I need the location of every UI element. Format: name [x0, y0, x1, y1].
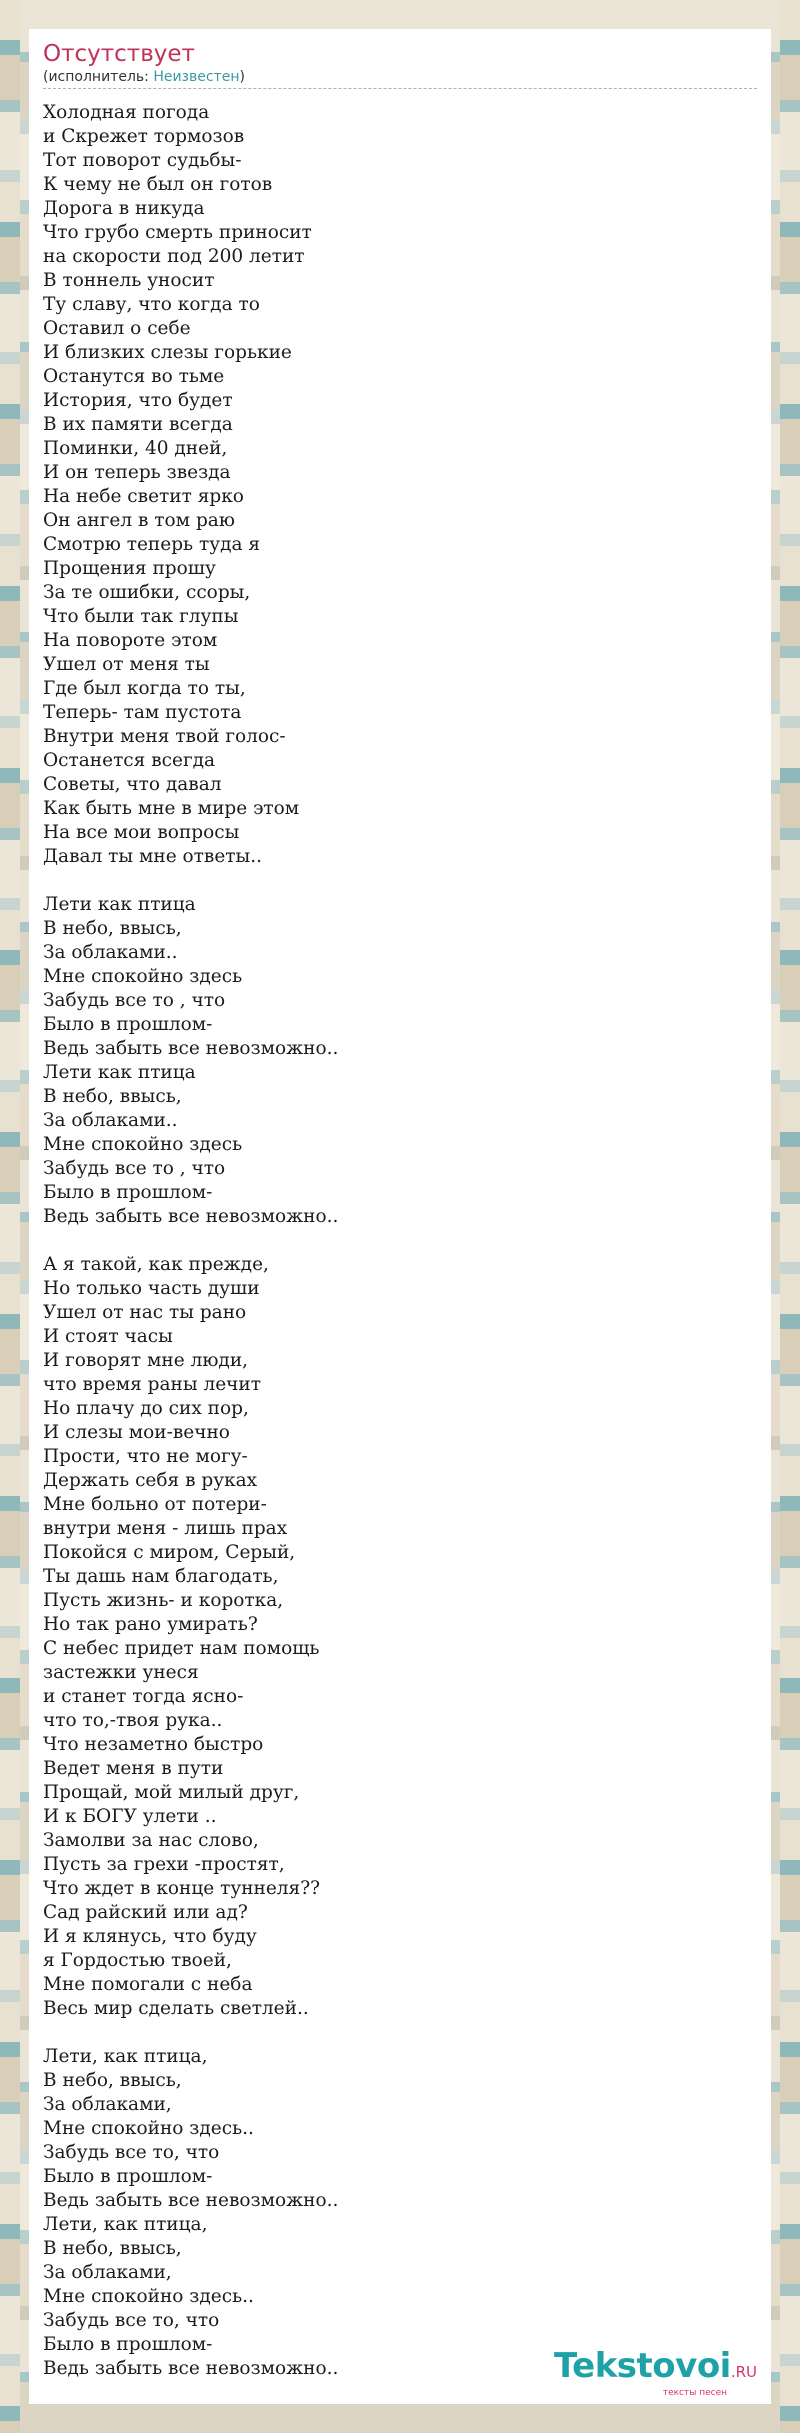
- lyrics-text: [43, 101, 757, 2381]
- lyric-line: Как быть мне в мире этом: [43, 798, 300, 819]
- lyric-line: Ушел от нас ты рано: [43, 1302, 247, 1323]
- lyric-line: В их памяти всегда: [43, 414, 233, 435]
- lyric-line: Было в прошлом-: [43, 2166, 213, 2187]
- lyric-line: Тот поворот судьбы-: [43, 150, 242, 171]
- lyric-line: Лети как птица: [43, 1062, 196, 1083]
- lyric-line: Что незаметно быстро: [43, 1734, 264, 1755]
- lyric-line: Он ангел в том раю: [43, 510, 235, 531]
- lyric-line: Но так рано умирать?: [43, 1614, 258, 1635]
- lyric-line: За облаками..: [43, 942, 178, 963]
- lyric-line: Останется всегда: [43, 750, 216, 771]
- lyric-line: Давал ты мне ответы..: [43, 846, 262, 867]
- lyric-line: и станет тогда ясно-: [43, 1686, 244, 1707]
- background-stripes-left: [0, 0, 20, 2433]
- lyric-line: Прощай, мой милый друг,: [43, 1782, 300, 1803]
- lyric-line: Что были так глупы: [43, 606, 239, 627]
- lyric-line: Покойся с миром, Серый,: [43, 1542, 296, 1563]
- lyric-line: я Гордостью твоей,: [43, 1950, 232, 1971]
- lyric-line: История, что будет: [43, 390, 233, 411]
- lyric-line: Поминки, 40 дней,: [43, 438, 228, 459]
- lyric-line: Замолви за нас слово,: [43, 1830, 259, 1851]
- lyric-line: что то,-твоя рука..: [43, 1710, 223, 1731]
- lyric-line: Забудь все то, что: [43, 2310, 220, 2331]
- lyric-line: Советы, что давал: [43, 774, 222, 795]
- lyric-line: И слезы мои-вечно: [43, 1422, 230, 1443]
- lyric-line: Лети как птица: [43, 894, 196, 915]
- lyric-line: внутри меня - лишь прах: [43, 1518, 288, 1539]
- lyric-line: Пусть за грехи -простят,: [43, 1854, 285, 1875]
- lyric-line: и Скрежет тормозов: [43, 126, 245, 147]
- lyric-line: Держать себя в руках: [43, 1470, 258, 1491]
- lyric-line: И к БОГУ улети ..: [43, 1806, 217, 1827]
- site-logo[interactable]: [554, 2348, 757, 2398]
- lyric-line: Было в прошлом-: [43, 1014, 213, 1035]
- lyric-line: Мне спокойно здесь: [43, 1134, 243, 1155]
- lyric-line: На небе светит ярко: [43, 486, 244, 507]
- lyric-line: Лети, как птица,: [43, 2046, 208, 2067]
- logo-wordmark: [554, 2348, 757, 2390]
- song-title: Отсутствует: [43, 41, 195, 67]
- lyric-line: Было в прошлом-: [43, 1182, 213, 1203]
- lyric-line: А я такой, как прежде,: [43, 1254, 269, 1275]
- lyric-line: В небо, ввысь,: [43, 2070, 182, 2091]
- lyric-line: Мне спокойно здесь: [43, 966, 243, 987]
- lyric-line: Внутри меня твой голос-: [43, 726, 286, 747]
- lyric-line: на скорости под 200 летит: [43, 246, 305, 267]
- lyric-line: И он теперь звезда: [43, 462, 231, 483]
- lyric-line: И близких слезы горькие: [43, 342, 292, 363]
- logo-tld: .RU: [730, 2363, 757, 2381]
- lyric-line: В небо, ввысь,: [43, 918, 182, 939]
- lyric-line: Мне больно от потери-: [43, 1494, 267, 1515]
- lyric-line: И я клянусь, что буду: [43, 1926, 257, 1947]
- lyric-line: Что грубо смерть приносит: [43, 222, 312, 243]
- artist-suffix: ): [239, 69, 245, 85]
- lyric-line: В небо, ввысь,: [43, 1086, 182, 1107]
- lyric-line: Ведь забыть все невозможно..: [43, 2190, 339, 2211]
- artist-line: [43, 68, 757, 89]
- lyric-line: Весь мир сделать светлей..: [43, 1998, 309, 2019]
- lyric-line: Где был когда то ты,: [43, 678, 246, 699]
- lyric-line: Но только часть души: [43, 1278, 260, 1299]
- lyric-line: На повороте этом: [43, 630, 218, 651]
- lyric-line: С небес придет нам помощь: [43, 1638, 320, 1659]
- lyric-line: За те ошибки, ссоры,: [43, 582, 251, 603]
- background-stripes-right: [780, 0, 800, 2433]
- lyric-line: Было в прошлом-: [43, 2334, 213, 2355]
- lyric-line: Забудь все то , что: [43, 990, 226, 1011]
- lyric-line: В небо, ввысь,: [43, 2238, 182, 2259]
- lyric-line: Прости, что не могу-: [43, 1446, 248, 1467]
- lyric-line: Сад райский или ад?: [43, 1902, 248, 1923]
- lyric-line: Мне спокойно здесь..: [43, 2118, 254, 2139]
- lyric-line: Но плачу до сих пор,: [43, 1398, 249, 1419]
- lyric-line: Лети, как птица,: [43, 2214, 208, 2235]
- lyric-line: [43, 869, 757, 893]
- lyric-line: Забудь все то, что: [43, 2142, 220, 2163]
- lyric-line: Холодная погода: [43, 102, 210, 123]
- lyric-line: За облаками..: [43, 1110, 178, 1131]
- artist-link[interactable]: Неизвестен: [153, 69, 240, 85]
- lyric-line: И стоят часы: [43, 1326, 173, 1347]
- lyric-line: Мне спокойно здесь..: [43, 2286, 254, 2307]
- lyric-line: Мне помогали с неба: [43, 1974, 253, 1995]
- lyric-line: За облаками,: [43, 2262, 172, 2283]
- lyric-line: Пусть жизнь- и коротка,: [43, 1590, 284, 1611]
- lyric-line: За облаками,: [43, 2094, 172, 2115]
- lyric-line: Дорога в никуда: [43, 198, 205, 219]
- lyric-line: Останутся во тьме: [43, 366, 225, 387]
- lyric-line: И говорят мне люди,: [43, 1350, 249, 1371]
- lyric-line: Ушел от меня ты: [43, 654, 210, 675]
- lyric-line: Ведь забыть все невозможно..: [43, 1038, 339, 1059]
- lyric-line: Ведет меня в пути: [43, 1758, 224, 1779]
- lyric-line: Теперь- там пустота: [43, 702, 242, 723]
- lyric-line: Ведь забыть все невозможно..: [43, 2358, 339, 2379]
- lyric-line: застежки унеся: [43, 1662, 199, 1683]
- lyric-line: Ты дашь нам благодать,: [43, 1566, 279, 1587]
- lyrics-card: [29, 29, 771, 2404]
- lyric-line: Забудь все то , что: [43, 1158, 226, 1179]
- lyric-line: [43, 1229, 757, 1253]
- lyric-line: [43, 2021, 757, 2045]
- logo-name: Tekstovoi: [553, 2346, 731, 2386]
- lyric-line: что время раны лечит: [43, 1374, 261, 1395]
- lyric-line: Что ждет в конце туннеля??: [43, 1878, 321, 1899]
- lyric-line: К чему не был он готов: [43, 174, 273, 195]
- lyric-line: Ведь забыть все невозможно..: [43, 1206, 339, 1227]
- lyric-line: В тоннель уносит: [43, 270, 215, 291]
- lyric-line: Оставил о себе: [43, 318, 191, 339]
- lyric-line: Смотрю теперь туда я: [43, 534, 261, 555]
- lyric-line: Прощения прошу: [43, 558, 216, 579]
- lyric-line: Ту славу, что когда то: [43, 294, 260, 315]
- artist-prefix: (исполнитель:: [43, 69, 154, 85]
- lyric-line: На все мои вопросы: [43, 822, 240, 843]
- logo-tagline: тексты песен: [662, 2388, 727, 2398]
